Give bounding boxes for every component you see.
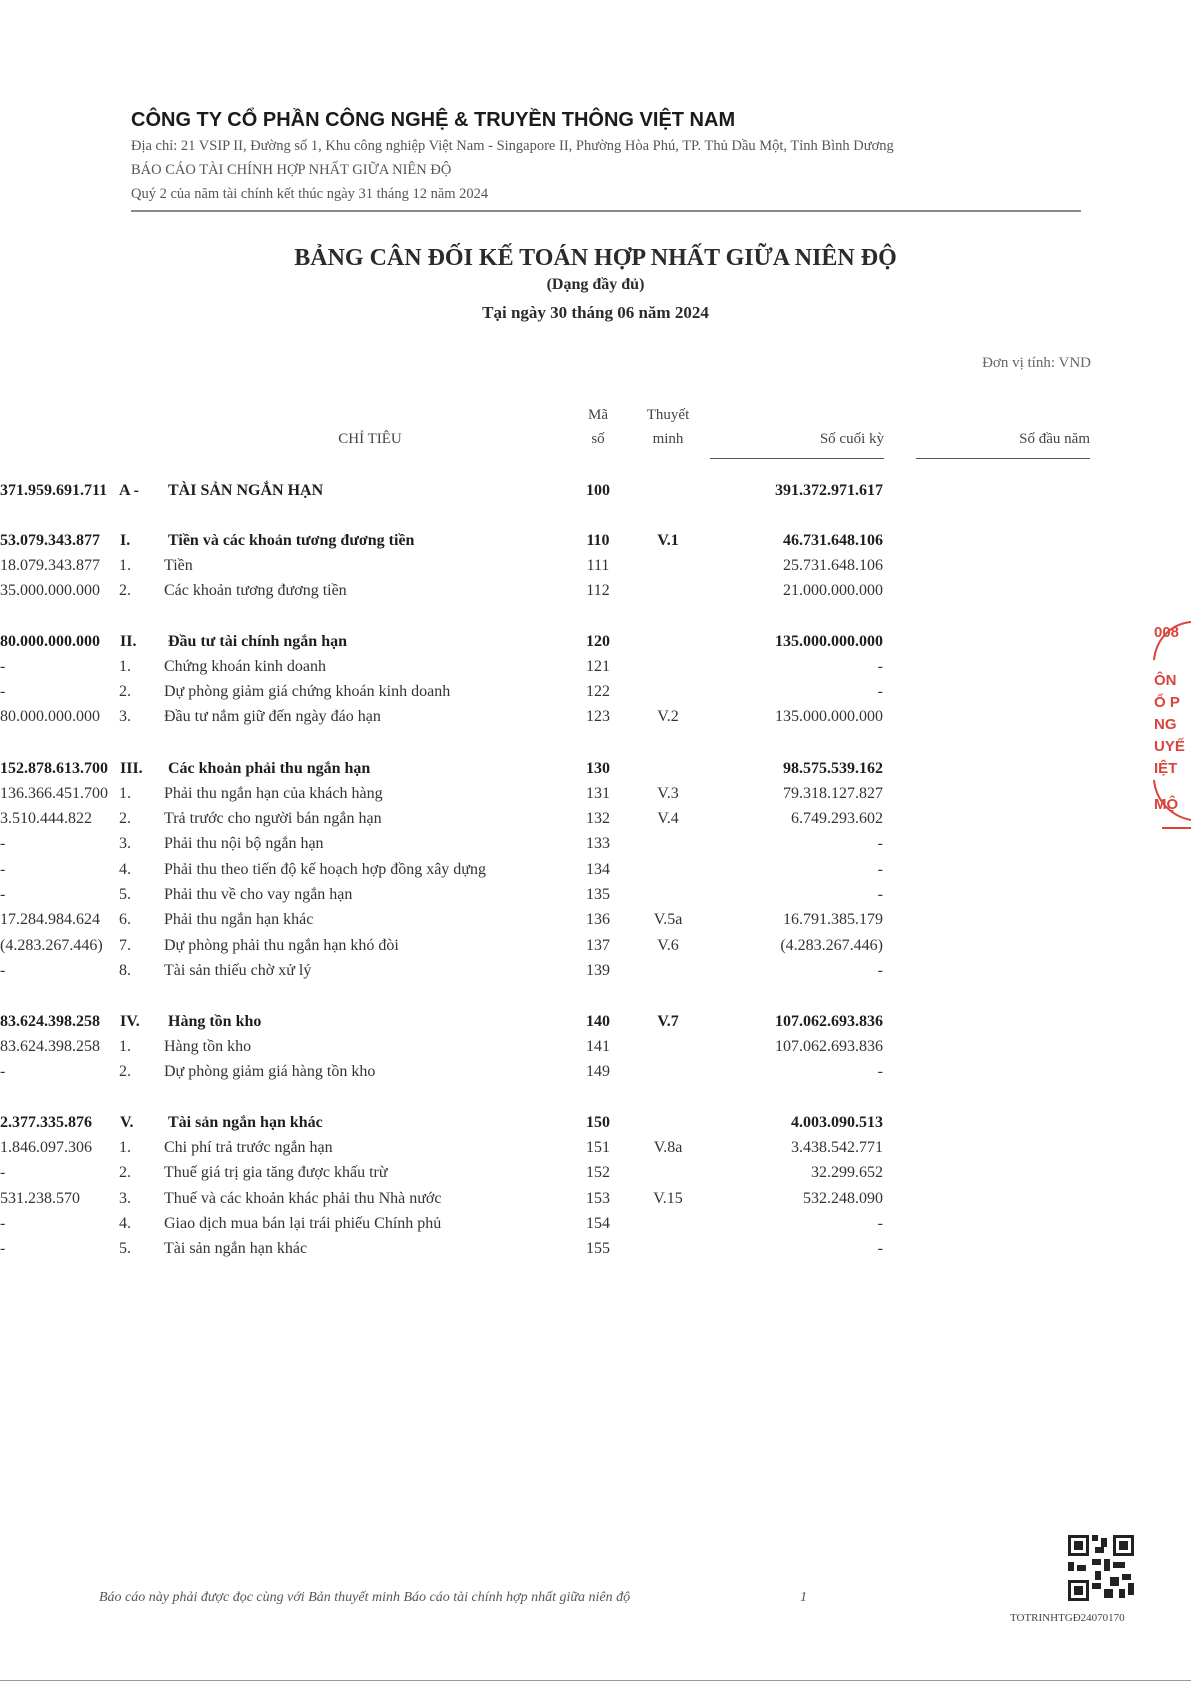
row-number: 1. [119,1139,131,1156]
row-label: Chứng khoán kinh doanh [164,658,326,675]
row-label: Phải thu về cho vay ngắn hạn [164,886,353,903]
row-begin-value: (4.283.267.446) [0,937,103,954]
row-end-value: 4.003.090.513 [791,1114,883,1131]
report-date: Tại ngày 30 tháng 06 năm 2024 [482,303,709,322]
row-code: 121 [586,658,610,675]
row-label: Dự phòng phải thu ngắn hạn khó đòi [164,937,399,954]
row-note: V.4 [657,810,679,827]
row-number: 7. [119,937,131,954]
row-begin-value: 152.878.613.700 [0,760,108,777]
row-begin-value: - [0,886,6,903]
row-end-value: - [877,1240,883,1257]
table-row [0,911,1191,935]
seal-text: 008 [1154,624,1180,641]
row-code: 110 [586,532,610,549]
row-label: Phải thu ngắn hạn của khách hàng [164,785,383,802]
table-row [0,810,1191,834]
row-note: V.3 [657,785,679,802]
row-label: Giao dịch mua bán lại trái phiếu Chính phủ [164,1215,442,1232]
row-end-value: - [877,886,883,903]
row-number: IV. [120,1013,140,1030]
row-label: Tiền và các khoản tương đương tiền [168,532,415,549]
row-begin-value: 53.079.343.877 [0,532,100,549]
table-row [0,1190,1191,1214]
row-number: 2. [119,810,131,827]
report-type: BÁO CÁO TÀI CHÍNH HỢP NHẤT GIỮA NIÊN ĐỘ [131,162,452,178]
table-row [0,582,1191,606]
row-number: II. [120,633,137,650]
table-row [0,937,1191,961]
row-end-value: 532.248.090 [803,1190,883,1207]
row-code: 136 [586,911,610,928]
col-header-note-2: minh [652,431,684,447]
table-row [0,1063,1191,1087]
row-end-value: - [877,1215,883,1232]
row-begin-value: - [0,1240,6,1257]
table-row [0,557,1191,581]
row-label: Tài sản ngắn hạn khác [168,1114,323,1131]
row-code: 111 [586,557,610,574]
seal-text: UYẾ [1154,738,1185,755]
row-label: Phải thu ngắn hạn khác [164,911,314,928]
row-note: V.8a [653,1139,683,1156]
row-number: V. [120,1114,134,1131]
qr-code-icon [1068,1535,1134,1601]
row-label: Trả trước cho người bán ngắn hạn [164,810,382,827]
row-label: Phải thu theo tiến độ kế hoạch hợp đồng xây dựng [164,861,486,878]
row-code: 155 [586,1240,610,1257]
table-row [0,785,1191,809]
row-code: 141 [586,1038,610,1055]
row-end-value: 98.575.539.162 [783,760,883,777]
footer-note: Báo cáo này phải được đọc cùng với Bản thuyết minh Báo cáo tài chính hợp nhất giữa niên độ [99,1590,631,1605]
row-label: Các khoản tương đương tiền [164,582,347,599]
row-code: 112 [586,582,610,599]
group-row [0,760,1191,784]
row-begin-value: - [0,683,6,700]
row-code: 149 [586,1063,610,1080]
document-code: TOTRINHTGĐ24070170 [1010,1612,1125,1624]
row-code: 135 [586,886,610,903]
row-label: Thuế giá trị gia tăng được khấu trừ [164,1164,388,1181]
company-name: CÔNG TY CỔ PHẦN CÔNG NGHỆ & TRUYỀN THÔNG VIỆT NAM [131,109,736,131]
row-end-value: 6.749.293.602 [791,810,883,827]
row-number: III. [120,760,143,777]
col-rule-begin [916,458,1090,459]
table-row [0,962,1191,986]
row-code: 122 [586,683,610,700]
row-number: 1. [119,658,131,675]
row-code: 130 [586,760,610,777]
page-title: BẢNG CÂN ĐỐI KẾ TOÁN HỢP NHẤT GIỮA NIÊN ĐỘ [294,245,897,271]
row-number: 3. [119,1190,131,1207]
row-code: 100 [586,482,610,499]
row-end-value: 79.318.127.827 [783,785,883,802]
row-end-value: 25.731.648.106 [783,557,883,574]
row-number: 1. [119,785,131,802]
row-begin-value: 17.284.984.624 [0,911,100,928]
row-end-value: - [877,658,883,675]
row-code: 133 [586,835,610,852]
table-row [0,861,1191,885]
page-subtitle: (Dạng đầy đủ) [546,276,645,293]
group-row [0,1114,1191,1138]
group-row [0,532,1191,556]
row-begin-value: 83.624.398.258 [0,1038,100,1055]
row-note: V.7 [657,1013,679,1030]
row-label: Phải thu nội bộ ngắn hạn [164,835,324,852]
row-number: 2. [119,582,131,599]
row-number: 4. [119,861,131,878]
row-note: V.5a [653,911,683,928]
table-row [0,1038,1191,1062]
row-end-value: 391.372.971.617 [775,482,883,499]
row-number: 1. [119,557,131,574]
row-number: I. [120,532,131,549]
row-note: V.6 [657,937,679,954]
col-header-code-2: số [591,431,605,447]
row-begin-value: 35.000.000.000 [0,582,100,599]
row-begin-value: 136.366.451.700 [0,785,108,802]
row-code: 139 [586,962,610,979]
row-end-value: 135.000.000.000 [775,708,883,725]
seal-text: NG [1154,716,1177,733]
col-rule-end [710,458,884,459]
table-row [0,683,1191,707]
col-header-note-1: Thuyết [646,407,690,423]
row-end-value: (4.283.267.446) [780,937,883,954]
row-label: Tiền [164,557,193,574]
row-label: Hàng tồn kho [164,1038,252,1055]
row-number: 1. [119,1038,131,1055]
row-end-value: 32.299.652 [811,1164,883,1181]
row-code: 140 [586,1013,610,1030]
row-label: Các khoản phải thu ngắn hạn [168,760,371,777]
row-code: 120 [586,633,610,650]
col-header-code-1: Mã [588,407,608,423]
section-row [0,482,1191,506]
seal-text: IỆT [1154,760,1178,777]
row-end-value: - [877,1063,883,1080]
table-row [0,708,1191,732]
row-number: 3. [119,708,131,725]
row-number: 5. [119,886,131,903]
table-row [0,886,1191,910]
row-label: Đầu tư nắm giữ đến ngày đáo hạn [164,708,381,725]
row-begin-value: - [0,861,6,878]
row-end-value: 3.438.542.771 [791,1139,883,1156]
row-number: 2. [119,1164,131,1181]
row-code: 151 [586,1139,610,1156]
row-end-value: 21.000.000.000 [783,582,883,599]
row-label: Dự phòng giảm giá chứng khoán kinh doanh [164,683,451,700]
row-code: 152 [586,1164,610,1181]
row-number: 2. [119,683,131,700]
group-row [0,633,1191,657]
row-code: 134 [586,861,610,878]
seal-text: Ổ P [1154,694,1180,711]
row-begin-value: - [0,962,6,979]
row-code: 123 [586,708,610,725]
row-begin-value: 2.377.335.876 [0,1114,92,1131]
header-divider [131,210,1081,212]
row-number: A - [119,482,139,499]
row-code: 132 [586,810,610,827]
row-number: 3. [119,835,131,852]
row-begin-value: - [0,1063,6,1080]
row-begin-value: 80.000.000.000 [0,708,100,725]
row-number: 8. [119,962,131,979]
col-header-end: Số cuối kỳ [819,431,884,447]
row-label: Tài sản ngắn hạn khác [164,1240,308,1257]
row-end-value: 107.062.693.836 [775,1038,883,1055]
currency-unit: Đơn vị tính: VND [982,355,1091,371]
row-note: V.2 [657,708,679,725]
row-end-value: 107.062.693.836 [775,1013,883,1030]
row-begin-value: - [0,1215,6,1232]
seal-text: ÔN [1154,672,1177,689]
row-code: 150 [586,1114,610,1131]
table-row [0,1139,1191,1163]
row-label: Thuế và các khoản khác phải thu Nhà nước [164,1190,442,1207]
table-row [0,1240,1191,1264]
row-begin-value: 371.959.691.711 [0,482,108,499]
row-end-value: 16.791.385.179 [783,911,883,928]
row-label: TÀI SẢN NGẮN HẠN [168,482,324,499]
company-address: Địa chỉ: 21 VSIP II, Đường số 1, Khu công nghiệp Việt Nam - Singapore II, Phường Hòa Phú, TP. Thủ Dầu Một, Tỉnh Bình Dương [131,138,894,154]
row-note: V.15 [653,1190,683,1207]
report-period: Quý 2 của năm tài chính kết thúc ngày 31 tháng 12 năm 2024 [131,186,489,202]
row-code: 131 [586,785,610,802]
row-begin-value: 83.624.398.258 [0,1013,100,1030]
row-begin-value: - [0,658,6,675]
row-begin-value: 18.079.343.877 [0,557,100,574]
row-number: 5. [119,1240,131,1257]
table-row [0,1164,1191,1188]
row-label: Đầu tư tài chính ngắn hạn [168,633,347,650]
row-begin-value: 3.510.444.822 [0,810,92,827]
table-row [0,658,1191,682]
row-begin-value: 1.846.097.306 [0,1139,92,1156]
row-code: 154 [586,1215,610,1232]
row-number: 4. [119,1215,131,1232]
row-end-value: 135.000.000.000 [775,633,883,650]
row-code: 153 [586,1190,610,1207]
company-seal [1150,620,1191,830]
row-label: Tài sản thiếu chờ xử lý [164,962,312,979]
page-number: 1 [800,1590,807,1605]
group-row [0,1013,1191,1037]
row-number: 6. [119,911,131,928]
row-end-value: 46.731.648.106 [783,532,883,549]
row-code: 137 [586,937,610,954]
row-label: Hàng tồn kho [168,1013,262,1030]
row-end-value: - [877,962,883,979]
row-end-value: - [877,683,883,700]
table-row [0,1215,1191,1239]
row-number: 2. [119,1063,131,1080]
seal-text: MỘ [1154,796,1179,813]
row-end-value: - [877,835,883,852]
row-label: Dự phòng giảm giá hàng tồn kho [164,1063,376,1080]
row-note: V.1 [657,532,679,549]
row-begin-value: - [0,835,6,852]
table-row [0,835,1191,859]
row-label: Chi phí trả trước ngắn hạn [164,1139,333,1156]
row-begin-value: - [0,1164,6,1181]
col-header-item: CHỈ TIÊU [338,431,402,447]
col-header-begin: Số đầu năm [1019,431,1090,447]
row-begin-value: 80.000.000.000 [0,633,100,650]
page-bottom-line [0,1680,1191,1681]
row-end-value: - [877,861,883,878]
row-begin-value: 531.238.570 [0,1190,80,1207]
